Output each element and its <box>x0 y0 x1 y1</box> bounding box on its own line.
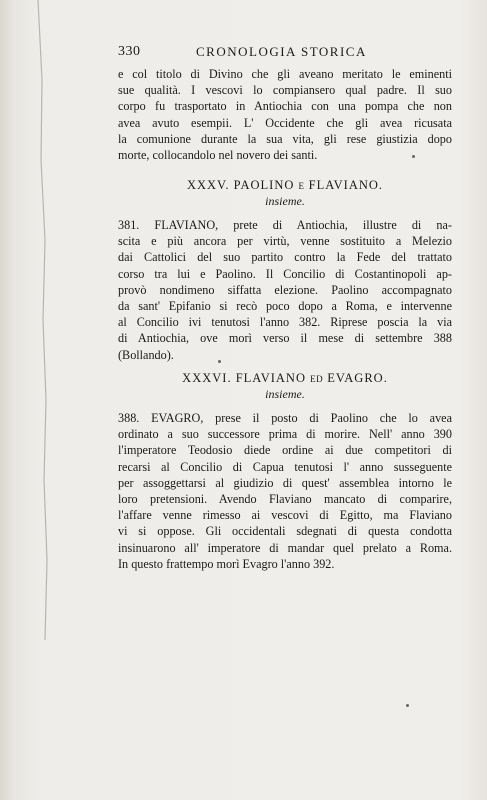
text-line: sue qualità. I vescovi lo compiansero qual padre. Il suo <box>118 83 452 98</box>
text-line: recarsi al Concilio di Capua tenutosi l' anno susseguente <box>118 459 452 474</box>
text-line: corso tra lui e Paolino. Il Concilio di Costantinopoli ap- <box>118 266 452 281</box>
ink-speck <box>406 704 409 707</box>
text-line: al Concilio ivi tenutosi l'anno 382. Riprese poscia la via <box>118 315 452 330</box>
section-heading-36 <box>118 371 452 386</box>
text-line: e col titolo di Divino che gli aveano meritato le eminenti <box>118 67 452 81</box>
text-line: loro pretensioni. Avendo Flaviano mancato di comparire, <box>118 492 452 507</box>
section-heading-35 <box>118 178 452 193</box>
text-line: 388. EVAGRO, prese il posto di Paolino che lo avea <box>118 411 452 425</box>
text-line: (Bollando). <box>118 347 174 362</box>
section-heading-part: FLAVIANO. <box>308 178 384 192</box>
section-heading-part: EVAGRO. <box>327 371 388 385</box>
text-line: In questo frattempo morì Evagro l'anno 392. <box>118 556 335 571</box>
page-header <box>118 44 438 64</box>
section-heading-part: XXXV. PAOLINO <box>186 178 295 192</box>
text-line: ordinato a suo successore prima di morire. Nell' anno 390 <box>118 427 452 442</box>
section-subheading-36: insieme. <box>265 387 305 401</box>
paragraph-381 <box>118 217 452 363</box>
text-line: provò nondimeno siffatta elezione. Paolino accompagnato <box>118 282 452 297</box>
text-line: avea avuto esempii. L' Occidente che gli avea ricusata <box>118 115 452 130</box>
section-heading-join: e <box>298 178 305 192</box>
intro-paragraph <box>118 66 452 163</box>
text-line: la comunione durante la sua vita, gli rese giustizia dopo <box>118 131 452 146</box>
paragraph-388 <box>118 410 452 572</box>
section-subheading-35: insieme. <box>265 194 305 208</box>
ink-speck <box>218 360 221 363</box>
ink-speck <box>412 155 415 158</box>
text-line: morte, collocandolo nel novero dei santi. <box>118 148 318 163</box>
text-line: 381. FLAVIANO, prete di Antiochia, illustre di na- <box>118 218 452 232</box>
section-heading-part: XXXVI. FLAVIANO <box>182 371 306 385</box>
paper-fold-mark <box>36 0 50 640</box>
text-line: l'imperatore Teodosio diede ordine ai due competitori di <box>118 443 452 458</box>
page-number: 330 <box>118 44 141 59</box>
text-line: di Antiochia, ove morì verso il mese di settembre 388 <box>118 331 452 346</box>
text-line: per assoggettarsi al giudizio di quest' assemblea intorno le <box>118 475 452 490</box>
text-line: dai Cattolici del suo partito contro la Fede del trattato <box>118 250 452 265</box>
text-line: da sant' Epifanio si recò poco dopo a Roma, e intervenne <box>118 299 452 314</box>
section-heading-join: ed <box>310 371 324 385</box>
text-line: insinuarono all' imperatore di mandar quel prelato a Roma. <box>118 540 452 555</box>
text-line: corpo fu trasportato in Antiochia con una pompa che non <box>118 99 452 114</box>
text-line: scita e più ancora per virtù, venne sostituito a Melezio <box>118 234 452 249</box>
text-line: l'affare venne rimesso ai vescovi di Egitto, ma Flaviano <box>118 508 452 523</box>
running-title: CRONOLOGIA STORICA <box>196 44 367 59</box>
text-line: vi si oppose. Gli occidentali sdegnati di questa condotta <box>118 524 452 539</box>
